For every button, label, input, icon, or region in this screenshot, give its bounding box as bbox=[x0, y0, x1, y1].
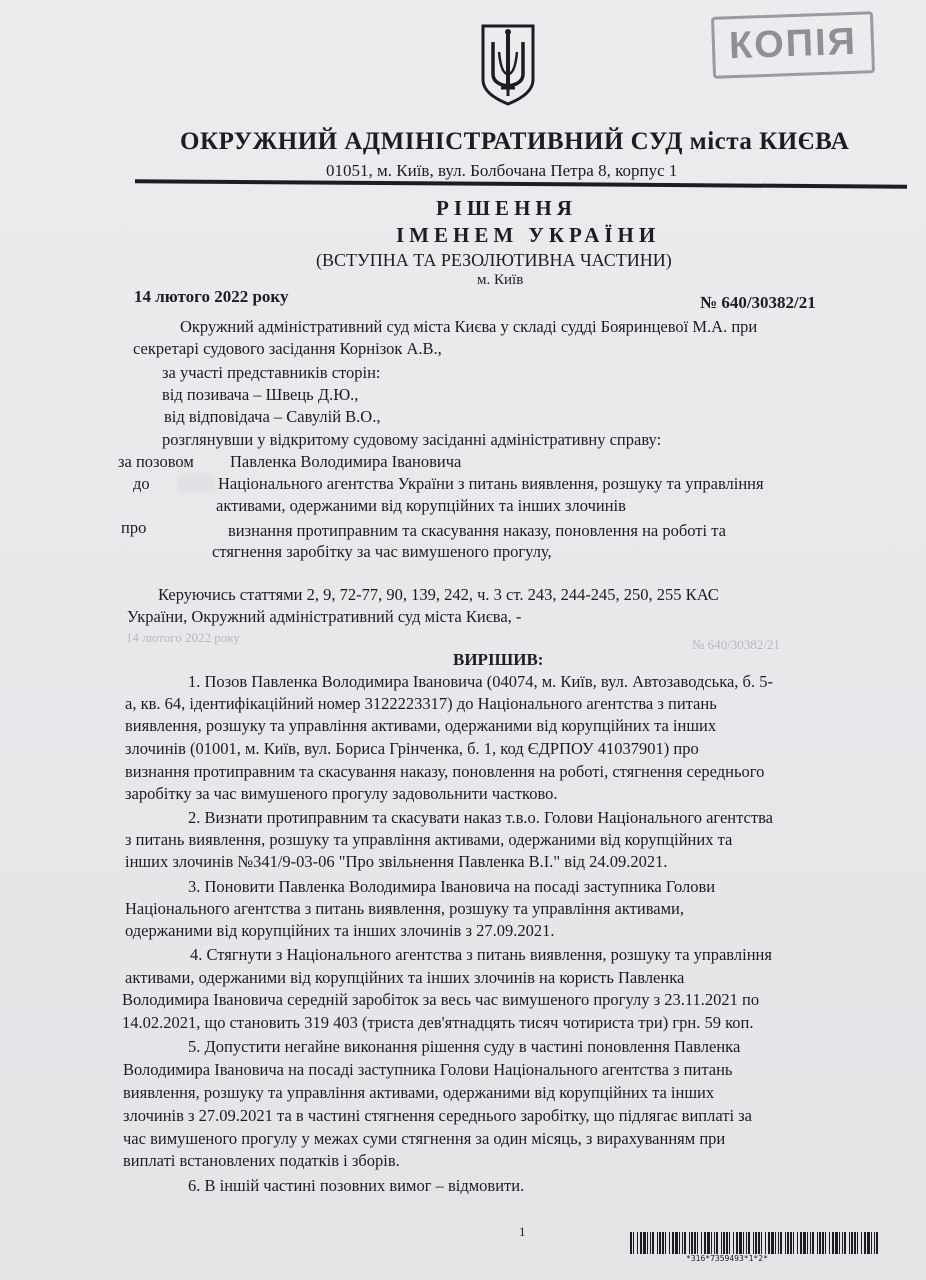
basis-line: України, Окружний адміністративний суд міста Києва, - bbox=[127, 607, 522, 626]
decision-item-4: активами, одержаними від корупційних та інших злочинів на користь Павленка bbox=[125, 968, 685, 987]
decision-item-3: 3. Поновити Павленка Володимира Івановича на посаді заступника Голови bbox=[188, 877, 716, 896]
decision-item-6: 6. В іншій частині позовних вимог – відмовити. bbox=[188, 1176, 525, 1195]
basis-line: Керуючись статтями 2, 9, 72-77, 90, 139, 242, ч. 3 ст. 243, 244-245, 250, 255 КАС bbox=[158, 585, 719, 604]
decision-item-5: Володимира Івановича на посаді заступника Голови Національного агентства з питань bbox=[123, 1060, 733, 1079]
decision-item-1: визнання протиправним та скасування наказу, поновлення на роботі, стягнення середнього bbox=[125, 762, 765, 781]
decision-item-4: Володимира Івановича середній заробіток за весь час вимушеного прогулу з 23.11.2021 по bbox=[122, 990, 760, 1009]
case-number: № 640/30382/21 bbox=[700, 293, 816, 312]
decision-item-2: з питань виявлення, розшуку та управління активами, одержаними від корупційних та bbox=[125, 830, 733, 849]
claim-subject-cont: стягнення заробітку за час вимушеного прогулу, bbox=[212, 542, 552, 561]
decision-item-4: 4. Стягнути з Національного агентства з питань виявлення, розшуку та управління bbox=[190, 945, 772, 964]
decision-item-5: виявлення, розшуку та управління активами, одержаними від корупційних та інших bbox=[123, 1083, 715, 1102]
page-number: 1 bbox=[519, 1224, 526, 1239]
document-city: м. Київ bbox=[477, 272, 524, 288]
party-label: до bbox=[133, 474, 150, 493]
decision-item-1: заробітку за час вимушеного прогулу задовольнити частково. bbox=[125, 784, 558, 803]
decision-item-1: 1. Позов Павленка Володимира Івановича (04074, м. Київ, вул. Автозаводська, б. 5- bbox=[188, 672, 773, 691]
intro-line: від відповідача – Савулій В.О., bbox=[164, 407, 381, 426]
decision-item-1: виявлення, розшуку та управління активами, одержаними від корупційних та інших bbox=[125, 716, 717, 735]
decision-item-3: одержаними від корупційних та інших злочинів з 27.09.2021. bbox=[125, 921, 555, 940]
bleed-through-text: № 640/30382/21 bbox=[692, 637, 780, 652]
decision-item-5: виплаті встановлених податків і зборів. bbox=[123, 1151, 400, 1170]
decision-item-2: 2. Визнати протиправним та скасувати наказ т.в.о. Голови Національного агентства bbox=[188, 808, 773, 827]
copy-stamp: КОПІЯ bbox=[711, 11, 875, 79]
decision-item-2: інших злочинів №341/9-03-06 "Про звільнення Павленка В.І." від 24.09.2021. bbox=[125, 852, 668, 871]
document-parts-note: (ВСТУПНА ТА РЕЗОЛЮТИВНА ЧАСТИНИ) bbox=[316, 250, 672, 270]
decision-heading: ВИРІШИВ: bbox=[453, 650, 544, 669]
barcode-number: *316*7359493*1*2* bbox=[686, 1254, 768, 1263]
bleed-through-text: 14 лютого 2022 року bbox=[126, 630, 240, 645]
defendant-name: Національного агентства України з питань виявлення, розшуку та управління bbox=[218, 474, 764, 493]
redacted-mark bbox=[178, 474, 216, 492]
trident-emblem-icon bbox=[479, 22, 537, 106]
document-subtitle: ІМЕНЕМ УКРАЇНИ bbox=[396, 223, 661, 247]
document-title: РІШЕННЯ bbox=[436, 196, 577, 220]
intro-line: за участі представників сторін: bbox=[162, 363, 381, 382]
intro-line: від позивача – Швець Д.Ю., bbox=[162, 385, 359, 404]
decision-item-4: 14.02.2021, що становить 319 403 (триста дев'ятнадцять тисяч чотириста три) грн. 59 коп. bbox=[122, 1013, 754, 1032]
decision-item-5: 5. Допустити негайне виконання рішення суду в частині поновлення Павленка bbox=[188, 1037, 741, 1056]
plaintiff-name: Павленка Володимира Івановича bbox=[230, 452, 462, 471]
barcode-icon bbox=[630, 1232, 880, 1254]
court-name: ОКРУЖНИЙ АДМІНІСТРАТИВНИЙ СУД міста КИЄВА bbox=[180, 128, 850, 155]
decision-item-3: Національного агентства з питань виявлення, розшуку та управління активами, bbox=[125, 899, 684, 918]
decision-item-1: а, кв. 64, ідентифікаційний номер 3122223317) до Національного агентства з питань bbox=[125, 694, 717, 713]
decision-item-5: час вимушеного прогулу у межах суми стягнення за один місяць, з вирахуванням при bbox=[123, 1129, 726, 1148]
party-label: за позовом bbox=[118, 452, 194, 471]
court-address: 01051, м. Київ, вул. Болбочана Петра 8, корпус 1 bbox=[326, 161, 678, 180]
claim-subject: визнання протиправним та скасування наказу, поновлення на роботі та bbox=[228, 521, 726, 540]
defendant-name-cont: активами, одержаними від корупційних та інших злочинів bbox=[216, 496, 626, 515]
intro-line: Окружний адміністративний суд міста Києва у складі судді Бояринцевої М.А. при bbox=[180, 317, 758, 336]
intro-line: розглянувши у відкритому судовому засіданні адміністративну справу: bbox=[162, 430, 662, 449]
party-label: про bbox=[121, 518, 147, 537]
decision-date: 14 лютого 2022 року bbox=[134, 287, 289, 306]
decision-item-1: злочинів (01001, м. Київ, вул. Бориса Грінченка, б. 1, код ЄДРПОУ 41037901) про bbox=[125, 739, 699, 758]
intro-line: секретарі судового засідання Корнізок А.В., bbox=[133, 339, 442, 358]
decision-item-5: злочинів з 27.09.2021 та в частині стягнення середнього заробітку, що підлягає виплаті за bbox=[123, 1106, 753, 1125]
